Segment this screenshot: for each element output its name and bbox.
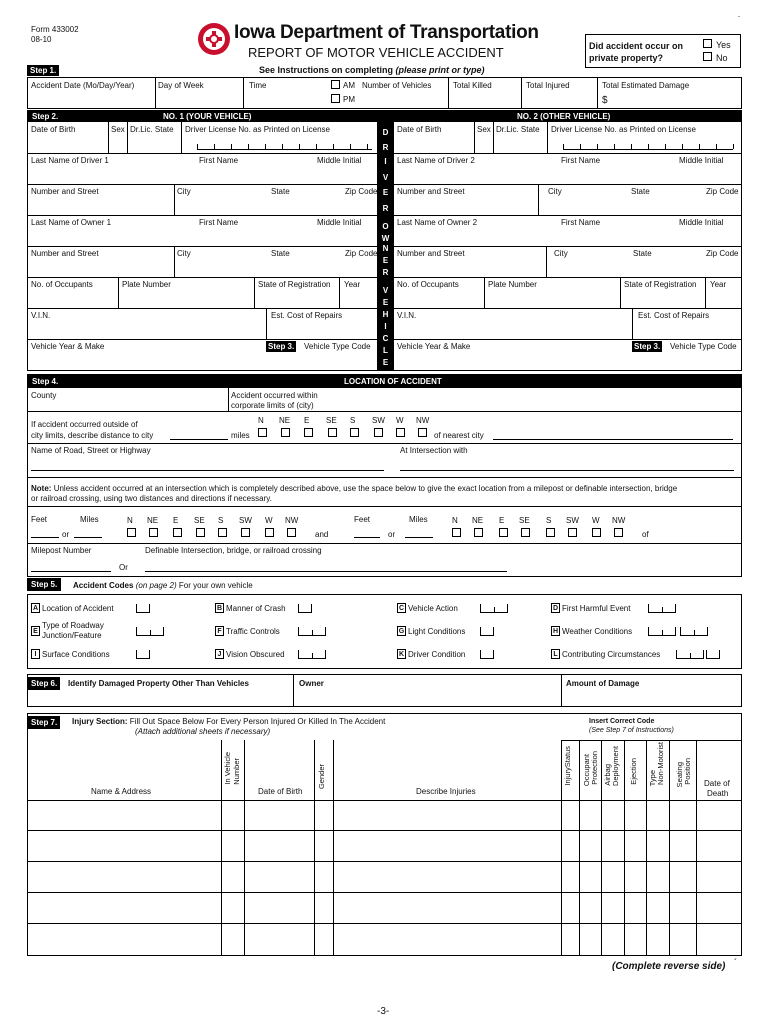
second-dir-label: NE [472,516,484,525]
and-label: and [315,530,329,539]
feet-line-2[interactable] [354,537,380,538]
first-dir-label: E [173,516,179,525]
v2-zip-label: Zip Code [706,187,739,196]
road-line[interactable] [31,470,384,471]
am-label: AM [343,81,355,90]
v2-plate-label: Plate Number [488,280,537,289]
nearest-city-line[interactable] [493,439,733,440]
center-letter: W [381,234,390,243]
agency-name: Iowa Department of Transportation [234,22,539,43]
center-letter: E [382,358,389,367]
v1-owner-zip-label: Zip Code [345,249,378,258]
code-letter-g: G [398,628,405,635]
v1-owner-middle-label: Middle Initial [317,218,362,227]
private-yes-label: Yes [716,40,731,50]
v1-owner-state-label: State [271,249,290,258]
miles-label: miles [231,431,250,440]
time-label: Time [249,81,267,90]
reverse-mark: ´ [734,958,738,969]
first-dir-label: NE [147,516,159,525]
first-dir-checkbox[interactable] [173,528,182,537]
injury-section-title [72,717,385,726]
county-label: County [31,391,57,400]
note-line-2: or railroad crossing, using two distances and directions if necessary. [31,494,272,503]
center-letter: L [383,346,388,355]
injury-row[interactable] [28,862,740,890]
private-no-label: No [716,53,728,63]
code-input-i[interactable] [136,650,150,659]
step7-tag: Step 7. [28,716,60,729]
insert-code-label: Insert Correct Code [589,718,655,725]
v2-owner-zip-label: Zip Code [706,249,739,258]
outside-dir-checkbox[interactable] [396,428,405,437]
center-letter: R [382,268,389,277]
v2-dl-state-label: Dr.Lic. State [496,125,540,134]
center-letter: E [382,188,389,197]
accident-codes-rest: For your own vehicle [178,581,253,590]
accident-codes-bold: Accident Codes [73,581,134,590]
type-header: Type [648,770,657,787]
code-label-j: Vision Obscured [226,650,285,659]
v2-city-label: City [548,187,562,196]
v2-dl-no-input[interactable] [563,145,733,150]
injury-section-rest: Fill Out Space Below For Every Person Injured Or Killed In The Accident [129,717,386,726]
pm-label: PM [343,95,355,104]
v2-occupants-label: No. of Occupants [397,280,459,289]
second-dir-label: SW [566,516,579,525]
code-label-d: First Harmful Event [562,604,631,613]
injury-row[interactable] [28,893,740,921]
injury-row[interactable] [28,924,740,952]
second-dir-checkbox[interactable] [592,528,601,537]
first-dir-checkbox[interactable] [287,528,296,537]
total-injured-label: Total Injured [526,81,570,90]
private-yes-checkbox[interactable] [703,39,712,48]
second-dir-checkbox[interactable] [452,528,461,537]
outside-dir-checkbox[interactable] [304,428,313,437]
v1-step3-tag: Step 3. [268,342,295,351]
instructions-line [259,65,485,75]
code-letter-a: A [32,605,39,612]
outside-dir-label: S [350,416,356,425]
v2-vtype-code-label: Vehicle Type Code [670,342,737,351]
feet-label-1: Feet [31,515,48,524]
private-no-checkbox[interactable] [703,52,712,61]
or-label-1: or [62,530,70,539]
nearest-city-label: of nearest city [434,431,484,440]
code-input-g[interactable] [480,627,494,636]
v2-first-name-label: First Name [561,156,601,165]
corner-dot: - [738,14,740,20]
step2-header-bar [27,110,742,122]
definable-line[interactable] [145,571,507,572]
v2-last-owner-label: Last Name of Owner 2 [397,218,478,227]
position-header: Position [683,758,692,785]
or-cap-label: Or [119,563,128,572]
second-dir-checkbox[interactable] [521,528,530,537]
v1-owner-first-label: First Name [199,218,239,227]
code-letter-e: E [31,626,40,636]
v2-state-reg-label: State of Registration [624,280,697,289]
code-letter-b: B [216,605,223,612]
code-label-a: Location of Accident [42,604,114,613]
second-dir-label: SE [519,516,530,525]
v1-last-driver-label: Last Name of Driver 1 [31,156,109,165]
first-dir-checkbox[interactable] [265,528,274,537]
describe-injuries-header: Describe Injuries [416,787,476,796]
code-input-a[interactable] [136,604,150,613]
code-input-c[interactable] [480,604,508,613]
injury-status-header: InjuryStatus [563,746,572,786]
outside-dir-label: W [396,416,404,425]
code-letter-d: D [552,605,559,612]
report-title: REPORT OF MOTOR VEHICLE ACCIDENT [248,45,504,60]
note-text-1: Unless accident occurred at an intersection which is completely described above, use the space below to give the exact location from a milepost or definable intersection, bridge [53,484,678,493]
second-dir-checkbox[interactable] [474,528,483,537]
code-label-g: Light Conditions [408,627,466,636]
code-input-j[interactable] [298,650,326,659]
center-letter: C [382,334,389,343]
instructions-italic: (please print or type) [395,65,485,75]
first-dir-label: SW [239,516,252,525]
v1-owner-street-label: Number and Street [31,249,99,258]
v1-owner-city-label: City [177,249,191,258]
non-motorist-header: Non-Motorist [656,742,665,785]
code-label-l: Contributing Circumstances [562,650,661,659]
attach-note: (Attach additional sheets if necessary) [135,727,271,736]
milepost-line[interactable] [31,571,111,572]
first-dir-label: N [127,516,133,525]
code-letter-h: H [552,628,559,635]
first-dir-label: NW [285,516,299,525]
pm-checkbox[interactable] [331,94,340,103]
code-label-i: Surface Conditions [42,650,110,659]
v1-occupants-label: No. of Occupants [31,280,93,289]
vehicle1-header: NO. 1 (YOUR VEHICLE) [163,112,252,121]
owner-label: Owner [299,679,324,688]
total-damage-label: Total Estimated Damage [602,81,690,90]
code-label-e-2: Junction/Feature [42,631,102,640]
second-dir-checkbox[interactable] [499,528,508,537]
intersection-line[interactable] [400,470,734,471]
corporate-label-2: corporate limits of (city) [231,401,314,410]
v2-dl-no-label: Driver License No. as Printed on License [551,125,696,134]
day-of-week-label: Day of Week [158,81,204,90]
v2-sex-label: Sex [477,125,491,134]
total-killed-label: Total Killed [453,81,492,90]
feet-label-2: Feet [354,515,371,524]
center-letter: N [382,244,389,253]
feet-line-1[interactable] [31,537,59,538]
v1-street-label: Number and Street [31,187,99,196]
center-letter: H [382,310,389,319]
outside-dir-label: NW [416,416,430,425]
name-address-header: Name & Address [91,787,152,796]
damaged-property-title: Identify Damaged Property Other Than Vehicles [68,679,249,688]
dob-header: Date of Birth [258,787,303,796]
code-label-b: Manner of Crash [226,604,286,613]
code-letter-k: K [398,651,405,658]
deployment-header: Deployment [611,746,620,787]
code-label-f: Traffic Controls [226,627,280,636]
outside-dir-label: SE [326,416,337,425]
v1-zip-label: Zip Code [345,187,378,196]
first-dir-label: S [218,516,224,525]
step5-tag: Step 5. [27,578,61,591]
code-letter-c: C [398,605,405,612]
code-input-e[interactable] [136,627,164,636]
v2-last-driver-label: Last Name of Driver 2 [397,156,475,165]
v2-dob-label: Date of Birth [397,125,442,134]
v2-year-label: Year [710,280,727,289]
miles-line-1[interactable] [74,537,102,538]
outside-city-label-1: If accident occurred outside of [31,420,138,429]
accident-codes-title [73,581,253,590]
v2-state-label: State [631,187,650,196]
note-line-1 [31,484,677,493]
outside-dir-checkbox[interactable] [281,428,290,437]
milepost-label: Milepost Number [31,546,92,555]
v2-repairs-label: Est. Cost of Repairs [638,311,710,320]
airbag-header: Airbag [603,764,612,786]
second-dir-label: NW [612,516,626,525]
first-dir-checkbox[interactable] [127,528,136,537]
v1-dl-no-input[interactable] [197,145,372,150]
v1-dl-state-label: Dr.Lic. State [130,125,174,134]
v1-state-reg-label: State of Registration [258,280,331,289]
outside-dir-checkbox[interactable] [418,428,427,437]
v1-sex-label: Sex [111,125,125,134]
code-input-f[interactable] [298,627,326,636]
accident-date-label: Accident Date (Mo/Day/Year) [31,81,135,90]
note-bold: Note: [31,484,52,493]
page-number: -3- [377,1006,390,1017]
center-letter: D [382,128,389,137]
code-input-l[interactable] [676,650,704,659]
v2-owner-first-label: First Name [561,218,601,227]
definable-label: Definable Intersection, bridge, or railroad crossing [145,546,322,555]
v1-first-name-label: First Name [199,156,239,165]
form-date: 08-10 [31,35,52,44]
step4-tag: Step 4. [32,377,59,386]
v1-vin-label: V.I.N. [31,311,51,320]
ejection-header: Ejection [629,758,638,785]
amount-label: Amount of Damage [566,679,640,688]
second-dir-label: S [546,516,552,525]
second-dir-label: N [452,516,458,525]
center-letter: E [382,298,389,307]
private-property-q1: Did accident occur on [589,41,684,51]
code-label-h: Weather Conditions [562,627,633,636]
v1-dl-no-label: Driver License No. as Printed on License [185,125,330,134]
v1-city-label: City [177,187,191,196]
location-header: LOCATION OF ACCIDENT [344,377,442,386]
dollar-sign: $ [602,95,608,106]
outside-dir-checkbox[interactable] [374,428,383,437]
outside-dir-label: E [304,416,310,425]
v2-owner-middle-label: Middle Initial [679,218,724,227]
second-dir-label: W [592,516,600,525]
code-letter-f: F [215,626,224,636]
center-letter: V [382,286,389,295]
in-vehicle-header: In Vehicle [223,752,232,785]
v1-year-label: Year [344,280,361,289]
private-property-q2: private property? [589,53,664,63]
number-header: Number [232,758,241,785]
form-number: Form 433002 [31,25,79,34]
code-letter-i: I [31,649,40,659]
seating-header: Seating [675,762,684,788]
miles-line-2[interactable] [405,537,433,538]
death-header: Death [707,789,729,798]
miles-label-1: Miles [80,515,99,524]
center-letter: V [382,173,389,182]
code-input-h[interactable] [680,627,708,636]
second-dir-checkbox[interactable] [568,528,577,537]
protection-header: Protection [590,751,599,785]
injury-row[interactable] [28,831,740,859]
complete-reverse: (Complete reverse side) [612,961,726,972]
v2-owner-city-label: City [554,249,568,258]
v2-middle-initial-label: Middle Initial [679,156,724,165]
center-letter: O [382,222,389,231]
outside-dir-label: NE [279,416,291,425]
iowa-dot-logo-icon [197,22,231,56]
am-checkbox[interactable] [331,80,340,89]
second-dir-checkbox[interactable] [546,528,555,537]
outside-dir-label: SW [372,416,385,425]
code-letter-l: L [551,649,560,659]
v2-owner-street-label: Number and Street [397,249,465,258]
center-letter: R [382,204,389,213]
occupant-header: Occupant [582,754,591,787]
code-input-l[interactable] [706,650,720,659]
distance-line[interactable] [170,439,228,440]
code-label-c: Vehicle Action [408,604,458,613]
code-label-e: Type of Roadway [42,621,104,630]
first-dir-checkbox[interactable] [149,528,158,537]
miles-label-2: Miles [409,515,428,524]
v1-vtype-code-label: Vehicle Type Code [304,342,371,351]
v1-vyear-make-label: Vehicle Year & Make [31,342,105,351]
intersection-label: At Intersection with [400,446,468,455]
or-label-2: or [388,530,396,539]
outside-dir-label: N [258,416,264,425]
code-input-b[interactable] [298,604,312,613]
v2-owner-state-label: State [633,249,652,258]
gender-header: Gender [317,764,326,790]
v1-last-owner-label: Last Name of Owner 1 [31,218,112,227]
second-dir-checkbox[interactable] [614,528,623,537]
step6-tag: Step 6. [28,677,60,690]
vehicle2-header: NO. 2 (OTHER VEHICLE) [517,112,611,121]
injury-row[interactable] [28,801,740,829]
code-letter-j: J [215,649,224,659]
corporate-label-1: Accident occurred within [231,391,318,400]
v2-vin-label: V.I.N. [397,311,417,320]
v1-state-label: State [271,187,290,196]
v1-middle-initial-label: Middle Initial [317,156,362,165]
v1-plate-label: Plate Number [122,280,171,289]
v2-street-label: Number and Street [397,187,465,196]
step1-tag: Step 1. [27,65,59,76]
center-letter: I [384,322,387,331]
first-dir-checkbox[interactable] [218,528,227,537]
code-input-h[interactable] [648,627,676,636]
injury-section-bold: Injury Section: [72,717,128,726]
of-label: of [642,530,649,539]
outside-dir-checkbox[interactable] [350,428,359,437]
code-input-d[interactable] [648,604,676,613]
outside-dir-checkbox[interactable] [258,428,267,437]
center-letter: R [382,143,389,152]
first-dir-checkbox[interactable] [196,528,205,537]
center-letter: E [382,256,389,265]
instructions-text: See Instructions on completing [259,65,394,75]
first-dir-label: SE [194,516,205,525]
first-dir-label: W [265,516,273,525]
outside-dir-checkbox[interactable] [328,428,337,437]
v2-vyear-make-label: Vehicle Year & Make [397,342,471,351]
accident-codes-italic: (on page 2) [135,581,177,590]
code-label-k: Driver Condition [408,650,466,659]
outside-city-label-2: city limits, describe distance to city [31,431,154,440]
second-dir-label: E [499,516,505,525]
code-input-k[interactable] [480,650,494,659]
see-step7-label: (See Step 7 of Instructions) [589,727,674,734]
date-of-header: Date of [704,779,730,788]
center-letter: I [384,157,387,166]
first-dir-checkbox[interactable] [241,528,250,537]
road-label: Name of Road, Street or Highway [31,446,151,455]
v2-step3-tag: Step 3. [634,342,661,351]
num-vehicles-label: Number of Vehicles [362,81,432,90]
step2-tag: Step 2. [32,112,59,121]
v1-dob-label: Date of Birth [31,125,76,134]
v1-repairs-label: Est. Cost of Repairs [271,311,343,320]
